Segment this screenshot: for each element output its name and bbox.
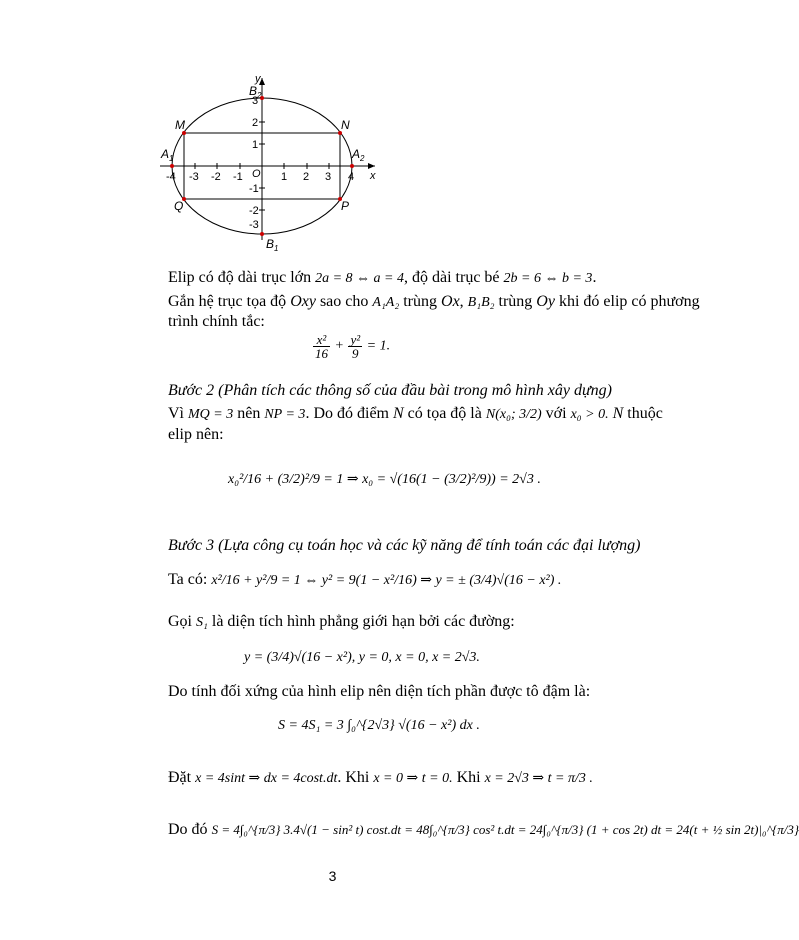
y-axis-label: y — [255, 73, 261, 85]
svg-text:2: 2 — [252, 117, 259, 129]
text-line-11: Do tính đối xứng của hình elip nên diện tích phần được tô đậm là: — [168, 683, 591, 700]
equation-x0: x₀²/16 + (3/2)²/9 = 1 ⇒ x₀ = √(16(1 − (3/2)²/9)) = 2√3 . — [228, 472, 541, 487]
svg-text:2: 2 — [303, 171, 310, 183]
text-line-5: Vì MQ = 3 nên NP = 3. Do đó điểm N có tọa độ là N(x₀; 3/2) với x₀ > 0. N thuộc — [168, 405, 663, 422]
ellipse-figure — [0, 0, 665, 260]
svg-text:A1: $A_1$ — [161, 147, 174, 163]
equation-area: S = 4S₁ = 3 ∫₀^{2√3} √(16 − x²) dx . — [278, 718, 480, 733]
point-q-label: Q — [174, 199, 184, 213]
svg-text:A2: $A_2$ — [352, 147, 365, 163]
svg-text:1: 1 — [281, 171, 288, 183]
point-m-label: M — [175, 118, 185, 132]
equation-bounds: y = (3/4)√(16 − x²), y = 0, x = 0, x = 2√3. — [244, 650, 480, 665]
text-line-13: Đặt x = 4sint ⇒ dx = 4cost.dt. Khi x = 0 ⇒ t = 0. Khi x = 2√3 ⇒ t = π/3 . — [168, 769, 593, 786]
svg-text:-3: -3 — [189, 171, 199, 183]
svg-text:3: 3 — [325, 171, 332, 183]
svg-text:B2: $B_2$ — [249, 84, 262, 100]
step-3-heading: Bước 3 (Lựa công cụ toán học và các kỹ năng để tính toán các đại lượng) — [168, 537, 641, 554]
svg-text:-2: -2 — [249, 205, 259, 217]
svg-text:-1: -1 — [233, 171, 243, 183]
equation-canonical: $\frac{\text{x²}}{16}$ + $\frac{\text{y²}}{9}$ = 1. — [315, 332, 391, 361]
text-line-9: Gọi S₁ là diện tích hình phẳng giới hạn bởi các đường: — [168, 613, 515, 630]
point-p-label: P — [341, 199, 350, 213]
svg-text:1: 1 — [252, 139, 259, 151]
text-line-6: elip nên: — [168, 426, 224, 443]
text-line-14: Do đó S = 4∫₀^{π/3} 3.4√(1 − sin² t) cost.dt = 48∫₀^{π/3} cos² t.dt = 24∫₀^{π/3} (1 + cos 2t) dt = 24(t + ½ sin 2t)|₀^{π/3} — [168, 821, 799, 838]
origin-label: O — [252, 168, 261, 180]
text-line-3: trình chính tắc: — [168, 313, 265, 330]
text-line-8: Ta có: x²/16 + y²/9 = 1 ⇔ y² = 9(1 − x²/16) ⇒ y = ± (3/4)√(16 − x²) . — [168, 571, 562, 588]
svg-text:-2: -2 — [211, 171, 221, 183]
text-line-1: Elip có độ dài trục lớn 2a = 8 ⇔ a = 4, độ dài trục bé 2b = 6 ⇔ b = 3. — [168, 269, 597, 286]
text-line-2: Gắn hệ trục tọa độ Oxy sao cho A₁A₂ trùng Ox, B₁B₂ trùng Oy khi đó elip có phương — [168, 293, 700, 310]
step-2-heading: Bước 2 (Phân tích các thông số của đầu bài trong mô hình xây dựng) — [168, 382, 612, 399]
svg-text:-3: -3 — [249, 219, 259, 231]
svg-text:-1: -1 — [249, 183, 259, 195]
svg-text:3: 3 — [252, 95, 259, 107]
svg-text:B1: $B_1$ — [266, 237, 279, 253]
svg-text:4: 4 — [348, 171, 355, 183]
page-number: 3 — [328, 868, 337, 884]
point-n-label: N — [341, 118, 350, 132]
svg-text:-4: -4 — [166, 171, 176, 183]
x-axis-label: x — [370, 170, 376, 182]
